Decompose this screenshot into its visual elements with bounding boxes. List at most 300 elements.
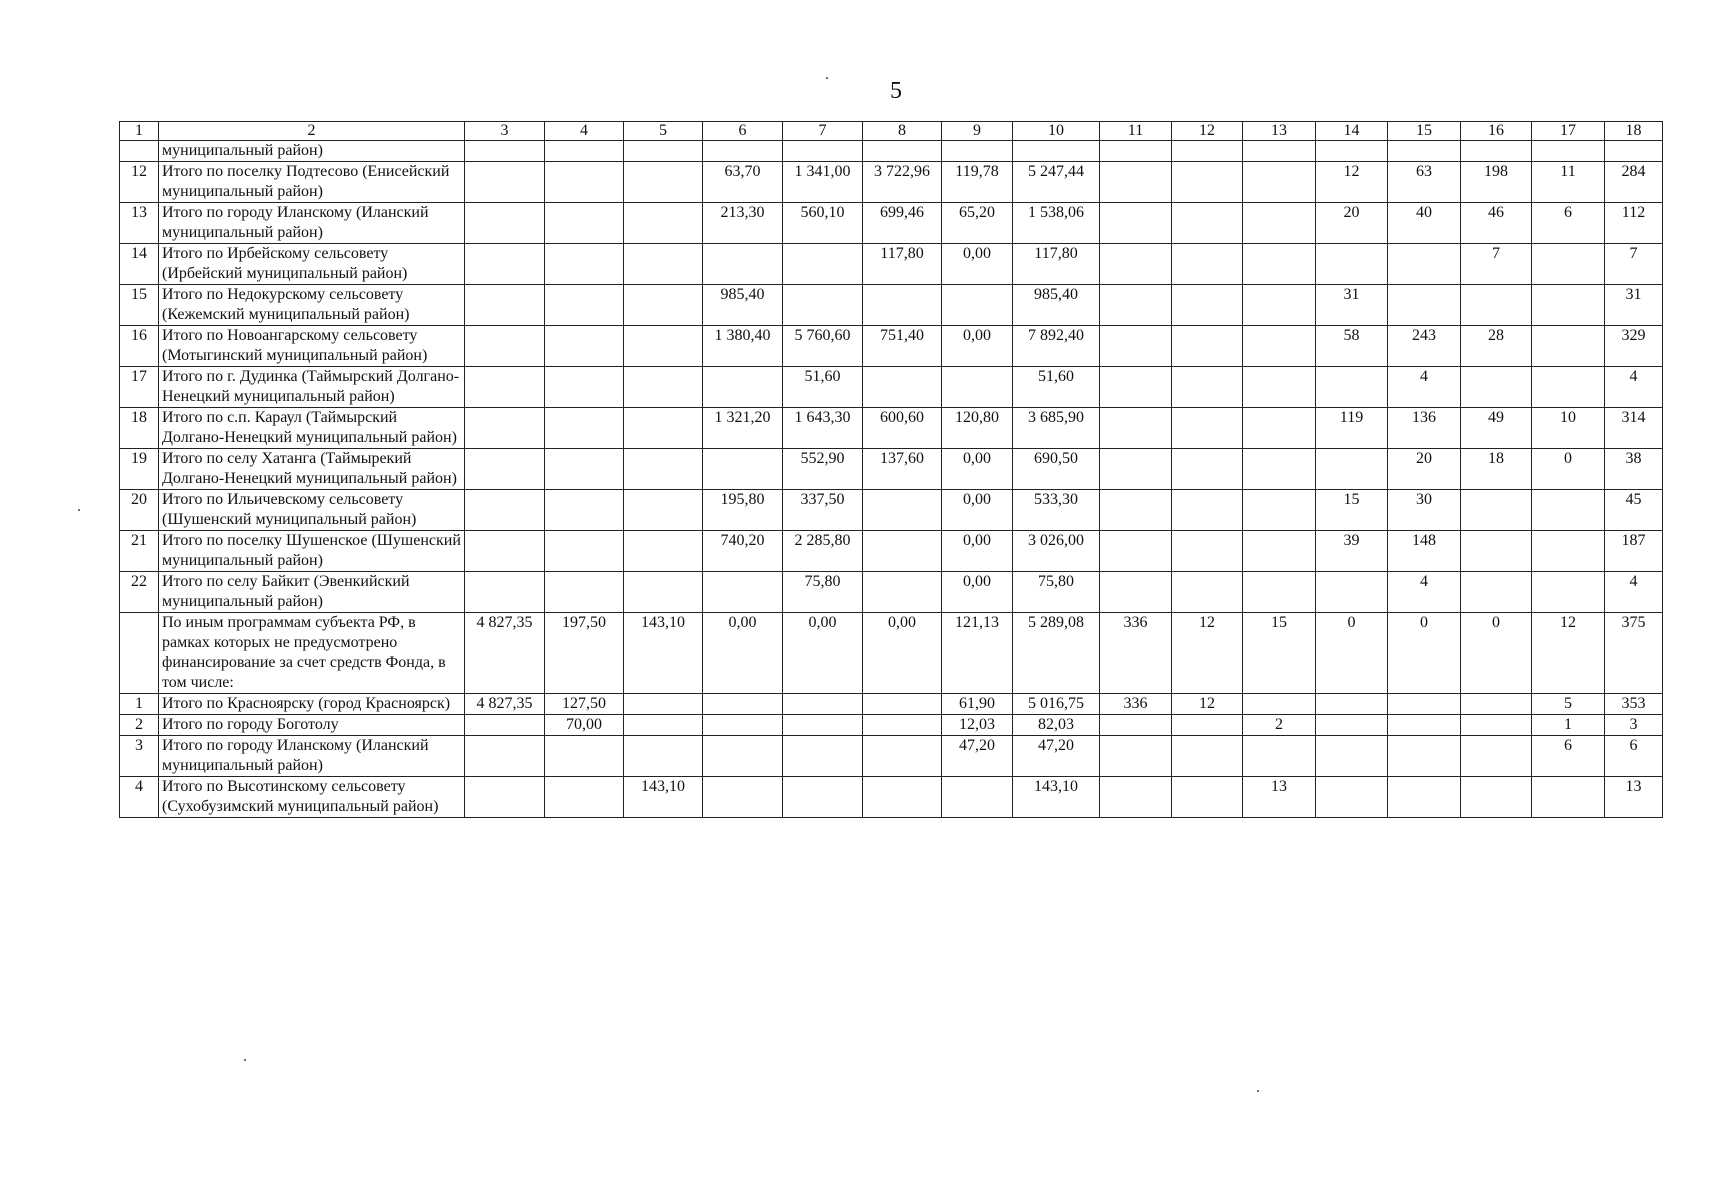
value-cell [465, 203, 545, 244]
table-row [120, 326, 1663, 367]
value-cell [1243, 408, 1316, 449]
column-number: 10 [1013, 122, 1100, 141]
table-row [120, 736, 1663, 777]
value-cell [1316, 141, 1388, 162]
value-cell: 7 892,40 [1013, 326, 1100, 367]
value-cell [863, 367, 942, 408]
value-cell [465, 408, 545, 449]
value-cell [465, 449, 545, 490]
value-cell: 0 [1461, 613, 1532, 694]
value-cell: 187 [1605, 531, 1663, 572]
table-row [120, 715, 1663, 736]
value-cell [863, 490, 942, 531]
row-name: Итого по Новоангарскому сельсовету (Мотыгинский муниципальный район) [159, 326, 465, 367]
value-cell: 0,00 [783, 613, 863, 694]
row-name: Итого по Ильичевскому сельсовету (Шушенский муниципальный район) [159, 490, 465, 531]
value-cell [465, 715, 545, 736]
value-cell: 20 [1388, 449, 1461, 490]
value-cell [1316, 736, 1388, 777]
value-cell [1532, 141, 1605, 162]
value-cell: 375 [1605, 613, 1663, 694]
value-cell: 143,10 [624, 613, 703, 694]
value-cell: 740,20 [703, 531, 783, 572]
row-name: муниципальный район) [159, 141, 465, 162]
value-cell [624, 736, 703, 777]
value-cell [1243, 449, 1316, 490]
value-cell: 4 [1605, 572, 1663, 613]
column-number: 14 [1316, 122, 1388, 141]
value-cell [863, 694, 942, 715]
value-cell [1532, 572, 1605, 613]
value-cell [1243, 490, 1316, 531]
table-row [120, 694, 1663, 715]
value-cell [1388, 141, 1461, 162]
value-cell [1316, 572, 1388, 613]
row-name: По иным программам субъекта РФ, в рамках которых не предусмотрено финансирование за счет средств Фонда, в том числе: [159, 613, 465, 694]
column-number: 11 [1100, 122, 1172, 141]
value-cell: 40 [1388, 203, 1461, 244]
value-cell [1316, 449, 1388, 490]
value-cell [703, 367, 783, 408]
table-row [120, 777, 1663, 818]
value-cell [545, 141, 624, 162]
scan-speck [826, 77, 828, 79]
value-cell [1243, 244, 1316, 285]
row-name: Итого по поселку Шушенское (Шушенский муниципальный район) [159, 531, 465, 572]
scan-speck [1257, 1090, 1259, 1092]
value-cell [624, 203, 703, 244]
value-cell [863, 141, 942, 162]
value-cell [942, 141, 1013, 162]
value-cell [1172, 244, 1243, 285]
value-cell: 143,10 [624, 777, 703, 818]
value-cell [1172, 490, 1243, 531]
row-index: 12 [120, 162, 159, 203]
value-cell [1461, 715, 1532, 736]
value-cell [465, 531, 545, 572]
value-cell: 1 538,06 [1013, 203, 1100, 244]
value-cell: 47,20 [1013, 736, 1100, 777]
value-cell [1100, 408, 1172, 449]
value-cell: 12 [1316, 162, 1388, 203]
value-cell [1172, 408, 1243, 449]
value-cell [1316, 694, 1388, 715]
value-cell [624, 531, 703, 572]
value-cell: 3 026,00 [1013, 531, 1100, 572]
value-cell: 4 827,35 [465, 613, 545, 694]
value-cell [1243, 326, 1316, 367]
column-number: 9 [942, 122, 1013, 141]
value-cell: 0,00 [703, 613, 783, 694]
table-row [120, 285, 1663, 326]
value-cell [863, 715, 942, 736]
data-table [119, 121, 1663, 818]
column-number: 8 [863, 122, 942, 141]
value-cell: 119 [1316, 408, 1388, 449]
value-cell: 337,50 [783, 490, 863, 531]
value-cell [545, 285, 624, 326]
value-cell: 195,80 [703, 490, 783, 531]
value-cell: 121,13 [942, 613, 1013, 694]
scan-speck [78, 509, 80, 511]
value-cell: 47,20 [942, 736, 1013, 777]
value-cell [465, 326, 545, 367]
value-cell [942, 777, 1013, 818]
value-cell: 13 [1605, 777, 1663, 818]
value-cell: 137,60 [863, 449, 942, 490]
value-cell [465, 244, 545, 285]
value-cell [703, 694, 783, 715]
value-cell: 336 [1100, 694, 1172, 715]
value-cell: 136 [1388, 408, 1461, 449]
value-cell [624, 285, 703, 326]
value-cell [465, 162, 545, 203]
table-row [120, 449, 1663, 490]
table-row [120, 572, 1663, 613]
value-cell: 4 827,35 [465, 694, 545, 715]
value-cell [703, 244, 783, 285]
value-cell [863, 531, 942, 572]
value-cell [1172, 572, 1243, 613]
value-cell: 49 [1461, 408, 1532, 449]
value-cell [1100, 285, 1172, 326]
value-cell [1461, 531, 1532, 572]
row-index: 2 [120, 715, 159, 736]
value-cell [1172, 285, 1243, 326]
value-cell: 15 [1316, 490, 1388, 531]
value-cell [624, 694, 703, 715]
value-cell: 12 [1532, 613, 1605, 694]
value-cell [783, 141, 863, 162]
value-cell: 353 [1605, 694, 1663, 715]
value-cell: 30 [1388, 490, 1461, 531]
value-cell [1100, 531, 1172, 572]
value-cell [1013, 141, 1100, 162]
value-cell [1100, 449, 1172, 490]
value-cell: 533,30 [1013, 490, 1100, 531]
value-cell [545, 203, 624, 244]
value-cell [703, 736, 783, 777]
value-cell: 112 [1605, 203, 1663, 244]
value-cell: 2 285,80 [783, 531, 863, 572]
value-cell [465, 285, 545, 326]
value-cell: 82,03 [1013, 715, 1100, 736]
value-cell: 5 289,08 [1013, 613, 1100, 694]
value-cell [624, 326, 703, 367]
value-cell [703, 572, 783, 613]
value-cell: 117,80 [1013, 244, 1100, 285]
value-cell [1100, 490, 1172, 531]
value-cell [1172, 141, 1243, 162]
value-cell [624, 244, 703, 285]
row-name: Итого по Недокурскому сельсовету (Кежемский муниципальный район) [159, 285, 465, 326]
value-cell [1100, 141, 1172, 162]
value-cell: 12,03 [942, 715, 1013, 736]
column-number: 3 [465, 122, 545, 141]
row-index: 22 [120, 572, 159, 613]
value-cell [1100, 777, 1172, 818]
value-cell: 336 [1100, 613, 1172, 694]
value-cell: 143,10 [1013, 777, 1100, 818]
column-number: 1 [120, 122, 159, 141]
value-cell [624, 162, 703, 203]
value-cell: 0,00 [942, 244, 1013, 285]
value-cell [624, 572, 703, 613]
value-cell: 0,00 [942, 449, 1013, 490]
value-cell [863, 572, 942, 613]
row-name: Итого по Красноярску (город Красноярск) [159, 694, 465, 715]
value-cell: 4 [1605, 367, 1663, 408]
value-cell [1172, 162, 1243, 203]
value-cell: 65,20 [942, 203, 1013, 244]
row-index: 17 [120, 367, 159, 408]
table-row [120, 162, 1663, 203]
value-cell: 6 [1532, 736, 1605, 777]
value-cell [1461, 694, 1532, 715]
value-cell: 985,40 [1013, 285, 1100, 326]
value-cell: 12 [1172, 694, 1243, 715]
row-index: 4 [120, 777, 159, 818]
value-cell: 117,80 [863, 244, 942, 285]
value-cell: 1 321,20 [703, 408, 783, 449]
column-number: 15 [1388, 122, 1461, 141]
value-cell: 197,50 [545, 613, 624, 694]
value-cell: 0 [1316, 613, 1388, 694]
row-index [120, 613, 159, 694]
value-cell: 690,50 [1013, 449, 1100, 490]
value-cell [1100, 367, 1172, 408]
value-cell [1532, 244, 1605, 285]
value-cell [783, 715, 863, 736]
value-cell: 15 [1243, 613, 1316, 694]
table-row [120, 613, 1663, 694]
value-cell: 70,00 [545, 715, 624, 736]
value-cell: 61,90 [942, 694, 1013, 715]
value-cell [1532, 367, 1605, 408]
value-cell [1243, 162, 1316, 203]
value-cell: 552,90 [783, 449, 863, 490]
value-cell: 0 [1532, 449, 1605, 490]
table-row [120, 244, 1663, 285]
value-cell [863, 777, 942, 818]
value-cell [1172, 326, 1243, 367]
value-cell: 0,00 [942, 326, 1013, 367]
value-cell [545, 244, 624, 285]
scan-speck [244, 1059, 246, 1061]
value-cell [703, 141, 783, 162]
value-cell: 75,80 [783, 572, 863, 613]
row-index: 20 [120, 490, 159, 531]
value-cell [1532, 285, 1605, 326]
row-name: Итого по с.п. Караул (Таймырский Долгано-Ненецкий муниципальный район) [159, 408, 465, 449]
value-cell: 28 [1461, 326, 1532, 367]
value-cell: 6 [1605, 736, 1663, 777]
value-cell [1461, 285, 1532, 326]
value-cell [1316, 777, 1388, 818]
value-cell [1100, 203, 1172, 244]
table-row [120, 531, 1663, 572]
value-cell [1243, 572, 1316, 613]
value-cell: 5 016,75 [1013, 694, 1100, 715]
value-cell: 38 [1605, 449, 1663, 490]
value-cell [465, 367, 545, 408]
table-header-row [120, 122, 1663, 141]
value-cell: 198 [1461, 162, 1532, 203]
value-cell: 18 [1461, 449, 1532, 490]
value-cell: 7 [1461, 244, 1532, 285]
value-cell [1532, 531, 1605, 572]
value-cell: 10 [1532, 408, 1605, 449]
value-cell [1243, 367, 1316, 408]
value-cell: 699,46 [863, 203, 942, 244]
value-cell: 2 [1243, 715, 1316, 736]
value-cell: 0,00 [942, 490, 1013, 531]
value-cell [545, 162, 624, 203]
value-cell [624, 408, 703, 449]
value-cell [783, 736, 863, 777]
column-number: 4 [545, 122, 624, 141]
value-cell: 600,60 [863, 408, 942, 449]
value-cell [783, 777, 863, 818]
row-index: 15 [120, 285, 159, 326]
value-cell: 5 760,60 [783, 326, 863, 367]
value-cell [1388, 244, 1461, 285]
value-cell [545, 777, 624, 818]
value-cell: 0,00 [942, 531, 1013, 572]
column-number: 17 [1532, 122, 1605, 141]
row-index: 19 [120, 449, 159, 490]
value-cell: 31 [1316, 285, 1388, 326]
value-cell: 13 [1243, 777, 1316, 818]
value-cell [1100, 162, 1172, 203]
value-cell [783, 285, 863, 326]
table-row [120, 408, 1663, 449]
value-cell [1172, 736, 1243, 777]
value-cell [624, 715, 703, 736]
value-cell [1100, 244, 1172, 285]
value-cell: 12 [1172, 613, 1243, 694]
column-number: 7 [783, 122, 863, 141]
column-number: 18 [1605, 122, 1663, 141]
value-cell [1388, 736, 1461, 777]
value-cell: 148 [1388, 531, 1461, 572]
value-cell: 51,60 [1013, 367, 1100, 408]
row-index [120, 141, 159, 162]
row-name: Итого по селу Хатанга (Таймырекий Долгано-Ненецкий муниципальный район) [159, 449, 465, 490]
value-cell: 985,40 [703, 285, 783, 326]
value-cell: 243 [1388, 326, 1461, 367]
row-index: 18 [120, 408, 159, 449]
value-cell: 751,40 [863, 326, 942, 367]
value-cell [1243, 736, 1316, 777]
value-cell [1243, 531, 1316, 572]
value-cell [703, 449, 783, 490]
value-cell [1532, 777, 1605, 818]
value-cell [703, 715, 783, 736]
value-cell [1316, 244, 1388, 285]
value-cell [1461, 141, 1532, 162]
value-cell [545, 326, 624, 367]
value-cell [624, 141, 703, 162]
value-cell [942, 285, 1013, 326]
value-cell: 7 [1605, 244, 1663, 285]
value-cell: 1 [1532, 715, 1605, 736]
value-cell: 127,50 [545, 694, 624, 715]
value-cell [1172, 367, 1243, 408]
value-cell [1172, 715, 1243, 736]
value-cell [545, 572, 624, 613]
value-cell: 0 [1388, 613, 1461, 694]
value-cell [783, 694, 863, 715]
value-cell: 0,00 [942, 572, 1013, 613]
value-cell [1605, 141, 1663, 162]
value-cell [1243, 285, 1316, 326]
value-cell [1100, 736, 1172, 777]
value-cell [1172, 531, 1243, 572]
value-cell: 119,78 [942, 162, 1013, 203]
value-cell [1461, 367, 1532, 408]
value-cell: 63 [1388, 162, 1461, 203]
row-name: Итого по городу Иланскому (Иланский муниципальный район) [159, 203, 465, 244]
value-cell [1100, 326, 1172, 367]
value-cell [1388, 285, 1461, 326]
value-cell [465, 141, 545, 162]
value-cell [1388, 777, 1461, 818]
column-number: 13 [1243, 122, 1316, 141]
value-cell [465, 736, 545, 777]
value-cell: 5 [1532, 694, 1605, 715]
column-number: 2 [159, 122, 465, 141]
value-cell [1172, 449, 1243, 490]
value-cell [545, 367, 624, 408]
value-cell [1388, 715, 1461, 736]
value-cell [1172, 203, 1243, 244]
value-cell: 1 341,00 [783, 162, 863, 203]
value-cell [1243, 694, 1316, 715]
value-cell: 3 685,90 [1013, 408, 1100, 449]
value-cell: 284 [1605, 162, 1663, 203]
value-cell [1243, 141, 1316, 162]
column-number: 16 [1461, 122, 1532, 141]
table-row [120, 141, 1663, 162]
value-cell: 6 [1532, 203, 1605, 244]
value-cell: 3 [1605, 715, 1663, 736]
value-cell: 0,00 [863, 613, 942, 694]
row-index: 13 [120, 203, 159, 244]
value-cell: 63,70 [703, 162, 783, 203]
value-cell [1100, 715, 1172, 736]
value-cell [624, 449, 703, 490]
value-cell: 314 [1605, 408, 1663, 449]
row-name: Итого по г. Дудинка (Таймырский Долгано-Ненецкий муниципальный район) [159, 367, 465, 408]
value-cell [1461, 490, 1532, 531]
value-cell [863, 285, 942, 326]
value-cell [703, 777, 783, 818]
row-name: Итого по поселку Подтесово (Енисейский муниципальный район) [159, 162, 465, 203]
value-cell [1316, 367, 1388, 408]
value-cell: 75,80 [1013, 572, 1100, 613]
value-cell: 11 [1532, 162, 1605, 203]
value-cell [1461, 777, 1532, 818]
value-cell: 213,30 [703, 203, 783, 244]
value-cell: 46 [1461, 203, 1532, 244]
value-cell: 4 [1388, 367, 1461, 408]
value-cell [1461, 736, 1532, 777]
page-number: 5 [890, 78, 902, 104]
table-row [120, 490, 1663, 531]
value-cell: 1 643,30 [783, 408, 863, 449]
value-cell: 329 [1605, 326, 1663, 367]
